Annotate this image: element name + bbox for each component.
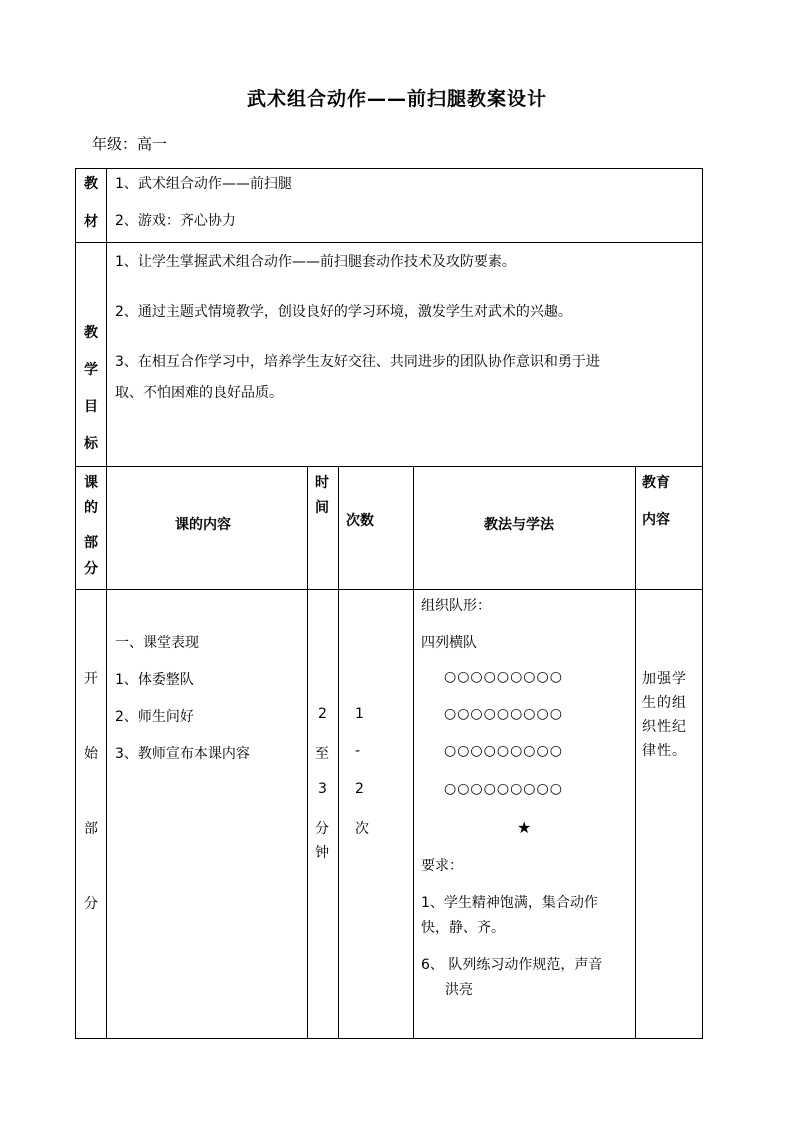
table-border-left bbox=[75, 168, 76, 1039]
start-count-char: - bbox=[355, 743, 361, 759]
start-content-line: 一、课堂表现 bbox=[115, 635, 199, 651]
formation-row: ○○○○○○○○○ bbox=[444, 781, 563, 797]
header-time-char: 间 bbox=[315, 500, 329, 516]
start-time-char: 3 bbox=[318, 781, 327, 797]
goals-label-char: 目 bbox=[84, 399, 98, 415]
header-time-char: 时 bbox=[315, 475, 329, 491]
start-count-char: 1 bbox=[355, 706, 364, 722]
goal-item: 取、不怕困难的良好品质。 bbox=[115, 385, 283, 401]
table-col-divider bbox=[307, 466, 308, 1039]
start-content-line: 3、教师宣布本课内容 bbox=[115, 746, 250, 762]
requirement-line: 6、 队列练习动作规范，声音 bbox=[421, 957, 603, 973]
formation-name: 四列横队 bbox=[421, 635, 477, 651]
start-part-char: 始 bbox=[84, 746, 98, 762]
requirement-line: 1、学生精神饱满，集合动作 bbox=[421, 895, 598, 911]
education-line: 织性纪 bbox=[642, 719, 687, 735]
header-part-char: 的 bbox=[84, 500, 98, 516]
material-item: 2、游戏：齐心协力 bbox=[115, 213, 236, 229]
header-count: 次数 bbox=[346, 513, 374, 529]
table-border-bottom bbox=[75, 1038, 703, 1039]
goal-item: 1、让学生掌握武术组合动作——前扫腿套动作技术及攻防要素。 bbox=[115, 254, 516, 270]
start-time-char: 至 bbox=[315, 746, 329, 762]
formation-row: ○○○○○○○○○ bbox=[444, 743, 563, 759]
table-border-top bbox=[75, 168, 703, 169]
header-part-char: 分 bbox=[84, 561, 98, 577]
education-line: 加强学 bbox=[642, 671, 687, 687]
start-content-line: 1、体委整队 bbox=[115, 672, 194, 688]
formation-row: ○○○○○○○○○ bbox=[444, 669, 563, 685]
header-education-line: 教育 bbox=[642, 475, 670, 491]
page-title: 武术组合动作——前扫腿教案设计 bbox=[246, 88, 547, 110]
table-row-divider bbox=[75, 466, 703, 467]
requirement-line: 洪亮 bbox=[445, 982, 473, 998]
requirements-label: 要求： bbox=[421, 858, 463, 874]
start-content-line: 2、师生问好 bbox=[115, 709, 194, 725]
header-education-line: 内容 bbox=[642, 512, 670, 528]
grade-label: 年级：高一 bbox=[92, 135, 168, 153]
education-line: 生的组 bbox=[642, 695, 687, 711]
start-part-char: 分 bbox=[84, 896, 98, 912]
table-border-right bbox=[702, 168, 703, 1039]
table-col-divider bbox=[106, 168, 107, 1039]
teacher-star-icon: ★ bbox=[517, 818, 532, 837]
header-method: 教法与学法 bbox=[484, 517, 554, 533]
formation-row: ○○○○○○○○○ bbox=[444, 706, 563, 722]
table-col-divider bbox=[635, 466, 636, 1039]
material-item: 1、武术组合动作——前扫腿 bbox=[115, 176, 292, 192]
table-row-divider bbox=[75, 242, 703, 243]
header-part-char: 课 bbox=[84, 475, 98, 491]
start-count-char: 次 bbox=[355, 821, 369, 837]
start-count-char: 2 bbox=[355, 781, 364, 797]
start-time-char: 钟 bbox=[315, 845, 329, 861]
table-col-divider bbox=[413, 466, 414, 1039]
goals-label-char: 标 bbox=[84, 436, 98, 452]
education-line: 律性。 bbox=[642, 743, 687, 759]
material-label-char: 教 bbox=[84, 176, 98, 192]
start-part-char: 部 bbox=[84, 821, 98, 837]
goal-item: 2、通过主题式情境教学，创设良好的学习环境，激发学生对武术的兴趣。 bbox=[115, 304, 572, 320]
start-time-char: 分 bbox=[315, 821, 329, 837]
goals-label-char: 学 bbox=[84, 362, 98, 378]
header-part-char: 部 bbox=[84, 535, 98, 551]
goal-item: 3、在相互合作学习中，培养学生友好交往、共同进步的团队协作意识和勇于进 bbox=[115, 354, 600, 370]
requirement-line: 快，静、齐。 bbox=[421, 920, 505, 936]
org-label: 组织队形： bbox=[421, 598, 491, 614]
goals-label-char: 教 bbox=[84, 325, 98, 341]
material-label-char: 材 bbox=[84, 214, 98, 230]
start-time-char: 2 bbox=[318, 706, 327, 722]
table-row-divider bbox=[75, 589, 703, 590]
start-part-char: 开 bbox=[84, 671, 98, 687]
header-content: 课的内容 bbox=[175, 517, 231, 533]
table-col-divider bbox=[338, 466, 339, 1039]
